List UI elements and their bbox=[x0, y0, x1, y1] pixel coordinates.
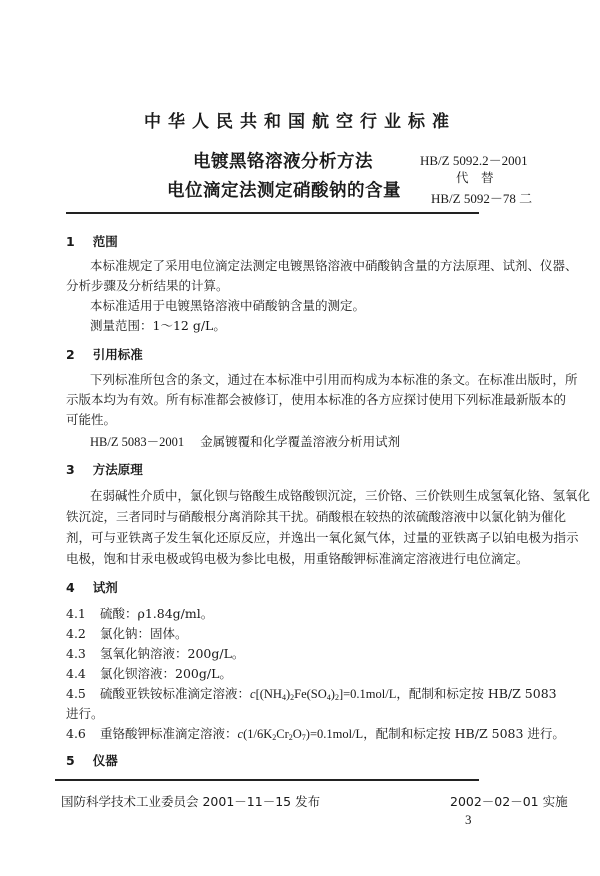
section-number: 5 bbox=[66, 753, 75, 768]
section-4-heading bbox=[66, 578, 118, 596]
formula: $c[(NH_4)_2Fe(SO_4)_2]=0.1mol/L$ bbox=[250, 687, 397, 702]
reagent-item bbox=[66, 684, 557, 702]
item-number: 4.2 bbox=[66, 626, 86, 641]
section-3-paragraph-line: 铁沉淀，三者同时与硝酸根分离消除其干扰。硝酸根在较热的浓硫酸溶液中以氯化钠为催化 bbox=[66, 509, 567, 524]
issuer-date: 国防科学技术工业委员会 2001－11－15 发布 bbox=[61, 794, 321, 809]
measuring-range: 测量范围：1～12 g/L。 bbox=[90, 318, 226, 333]
item-text: 氯化钡溶液：200g/L。 bbox=[100, 666, 232, 681]
section-3-paragraph-line: 电极，饱和甘汞电极或钨电极为参比电极，用重铬酸钾标准滴定溶液进行电位滴定。 bbox=[66, 551, 529, 566]
section-2-paragraph-line: 可能性。 bbox=[66, 412, 117, 427]
item-number: 4.5 bbox=[66, 686, 86, 701]
section-1-paragraph-line: 本标准适用于电镀黑铬溶液中硝酸钠含量的测定。 bbox=[90, 298, 366, 313]
section-1-heading bbox=[66, 232, 118, 250]
reagent-item bbox=[66, 624, 188, 642]
item-number: 4.4 bbox=[66, 666, 86, 681]
reagent-item bbox=[66, 724, 565, 742]
section-3-paragraph-line: 在弱碱性介质中，氯化钡与铬酸生成铬酸钡沉淀，三价铬、三价铁则生成氢氧化铬、氢氧化 bbox=[90, 488, 591, 503]
item-text: 重铬酸钾标准滴定溶液： bbox=[100, 726, 238, 741]
reagent-item bbox=[66, 644, 244, 662]
section-title: 引用标准 bbox=[92, 347, 143, 362]
section-3-heading bbox=[66, 460, 143, 478]
header-divider bbox=[66, 212, 479, 214]
reagent-item-continuation: 进行。 bbox=[66, 706, 104, 721]
referenced-standard bbox=[90, 432, 400, 452]
section-3-paragraph-line: 剂，可与亚铁离子发生氧化还原反应，并逸出一氧化氮气体，过量的亚铁离子以铂电极为指示 bbox=[66, 530, 579, 545]
item-number: 4.1 bbox=[66, 606, 86, 621]
reference-title: 金属镀覆和化学覆盖溶液分析用试剂 bbox=[200, 434, 401, 449]
section-5-heading bbox=[66, 751, 118, 769]
formula: $c(1/6K_2Cr_2O_7)=0.1mol/L$ bbox=[237, 727, 364, 742]
section-1-paragraph-line: 分析步骤及分析结果的计算。 bbox=[66, 278, 229, 293]
effective-date: 2002－02－01 实施 bbox=[450, 794, 568, 809]
replaces-label: 代 替 bbox=[456, 170, 494, 185]
section-title: 方法原理 bbox=[92, 462, 143, 477]
section-title: 仪器 bbox=[92, 753, 118, 768]
section-title: 试剂 bbox=[92, 580, 118, 595]
section-2-heading bbox=[66, 345, 143, 363]
section-number: 1 bbox=[66, 234, 75, 249]
replaced-code: HB/Z 5092－78 二 bbox=[431, 191, 533, 206]
item-number: 4.6 bbox=[66, 726, 86, 741]
reference-code: HB/Z 5083－2001 bbox=[90, 435, 185, 449]
organization-title: 中华人民共和国航空行业标准 bbox=[144, 112, 456, 132]
section-2-paragraph-line: 下列标准所包含的条文，通过在本标准中引用而构成为本标准的条文。在标准出版时，所 bbox=[90, 372, 578, 387]
item-text: ，配制和标定按 HB/Z 5083 bbox=[396, 686, 557, 701]
item-text: 氢氧化钠溶液：200g/L。 bbox=[100, 646, 245, 661]
item-text: 硫酸：ρ1.84g/ml。 bbox=[100, 606, 214, 621]
section-number: 3 bbox=[66, 462, 75, 477]
item-text: 氯化钠：固体。 bbox=[100, 626, 188, 641]
item-text: 硫酸亚铁铵标准滴定溶液： bbox=[100, 686, 251, 701]
document-title-line1: 电镀黑铬溶液分析方法 bbox=[193, 152, 373, 172]
standard-code: HB/Z 5092.2－2001 bbox=[420, 153, 528, 168]
section-1-paragraph-line: 本标准规定了采用电位滴定法测定电镀黑铬溶液中硝酸钠含量的方法原理、试剂、仪器、 bbox=[90, 258, 578, 273]
section-2-paragraph-line: 示版本均为有效。所有标准都会被修订，使用本标准的各方应探讨使用下列标准最新版本的 bbox=[66, 392, 567, 407]
page-number: 3 bbox=[465, 812, 472, 827]
reagent-item bbox=[66, 604, 213, 622]
section-number: 2 bbox=[66, 347, 75, 362]
document-title-line2: 电位滴定法测定硝酸钠的含量 bbox=[167, 181, 401, 201]
item-number: 4.3 bbox=[66, 646, 86, 661]
reagent-item bbox=[66, 664, 232, 682]
section-number: 4 bbox=[66, 580, 75, 595]
section-title: 范围 bbox=[92, 234, 118, 249]
footer-divider bbox=[55, 779, 479, 781]
item-text: ，配制和标定按 HB/Z 5083 进行。 bbox=[363, 726, 565, 741]
